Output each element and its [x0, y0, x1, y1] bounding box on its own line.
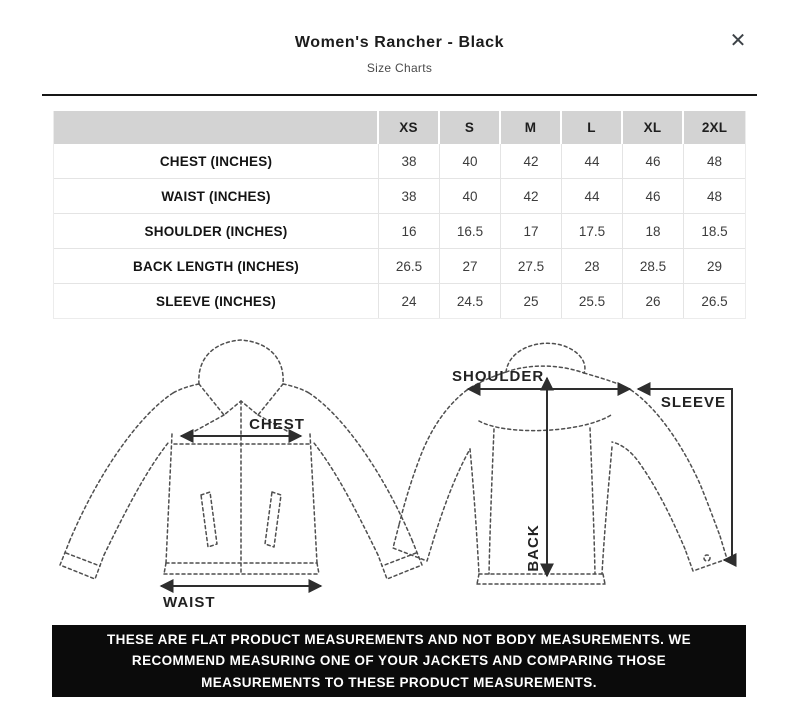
measurement-value-cell: 44	[562, 179, 623, 214]
measurement-value-cell: 26.5	[684, 284, 745, 318]
measurement-value-cell: 24.5	[440, 284, 501, 318]
measurement-value-cell: 38	[379, 144, 440, 179]
measurement-value-cell: 28.5	[623, 249, 684, 284]
back-label: BACK	[525, 524, 542, 572]
cuff-button	[704, 555, 710, 561]
measurement-value-cell: 17	[501, 214, 562, 249]
size-table-corner-cell	[54, 111, 379, 144]
measurement-diagram	[0, 322, 799, 623]
measurement-value-cell: 24	[379, 284, 440, 318]
measurement-value-cell: 17.5	[562, 214, 623, 249]
measurement-value-cell: 48	[684, 179, 745, 214]
disclaimer-banner	[52, 625, 746, 697]
measurement-value-cell: 40	[440, 179, 501, 214]
size-column-header: 2XL	[684, 111, 745, 144]
page-title: Women's Rancher - Black	[294, 34, 505, 51]
measurement-value-cell: 25.5	[562, 284, 623, 318]
measurement-value-cell: 46	[623, 144, 684, 179]
measurement-value-cell: 26.5	[379, 249, 440, 284]
measurement-value-cell: 28	[562, 249, 623, 284]
measurement-value-cell: 40	[440, 144, 501, 179]
row-label-cell: BACK LENGTH (INCHES)	[54, 249, 379, 284]
jacket-diagram-svg	[0, 322, 799, 618]
size-column-header: L	[562, 111, 623, 144]
page-subtitle: Size Charts	[366, 61, 433, 75]
size-column-header: XS	[379, 111, 440, 144]
size-table	[53, 111, 746, 319]
front-jacket-diagram	[60, 340, 422, 611]
header-divider	[42, 94, 757, 96]
measurement-value-cell: 25	[501, 284, 562, 318]
row-label-cell: SLEEVE (INCHES)	[54, 284, 379, 318]
row-label-cell: CHEST (INCHES)	[54, 144, 379, 179]
table-row	[54, 284, 745, 318]
sleeve-measure-line	[638, 389, 732, 560]
measurement-value-cell: 46	[623, 179, 684, 214]
table-row	[54, 249, 745, 284]
measurement-value-cell: 18.5	[684, 214, 745, 249]
size-column-header: S	[440, 111, 501, 144]
measurement-value-cell: 27.5	[501, 249, 562, 284]
table-row	[54, 214, 745, 249]
row-label-cell: WAIST (INCHES)	[54, 179, 379, 214]
measurement-value-cell: 27	[440, 249, 501, 284]
size-table-body	[54, 144, 745, 318]
measurement-value-cell: 16	[379, 214, 440, 249]
measurement-value-cell: 18	[623, 214, 684, 249]
measurement-value-cell: 44	[562, 144, 623, 179]
measurement-value-cell: 29	[684, 249, 745, 284]
size-table-header-row	[54, 111, 745, 144]
shoulder-label: SHOULDER	[452, 368, 545, 385]
measurement-value-cell: 38	[379, 179, 440, 214]
measurement-value-cell: 26	[623, 284, 684, 318]
modal-header	[0, 0, 799, 75]
size-column-header: XL	[623, 111, 684, 144]
measurement-value-cell: 42	[501, 144, 562, 179]
table-row	[54, 144, 745, 179]
back-jacket-diagram	[393, 343, 732, 584]
row-label-cell: SHOULDER (INCHES)	[54, 214, 379, 249]
waist-label: WAIST	[163, 594, 216, 611]
chest-label: CHEST	[249, 416, 305, 433]
measurement-value-cell: 42	[501, 179, 562, 214]
table-row	[54, 179, 745, 214]
disclaimer-text: THESE ARE FLAT PRODUCT MEASUREMENTS AND NOT BODY MEASUREMENTS. WE RECOMMEND MEASURING ONE OF YOUR JACKETS AND COMPARING THOSE MEASUREMENTS TO THESE PRODUCT MEASUREMENTS.	[106, 632, 691, 690]
close-icon[interactable]: ✕	[729, 30, 747, 52]
measurement-value-cell: 48	[684, 144, 745, 179]
size-column-header: M	[501, 111, 562, 144]
measurement-value-cell: 16.5	[440, 214, 501, 249]
sleeve-label: SLEEVE	[660, 394, 726, 411]
